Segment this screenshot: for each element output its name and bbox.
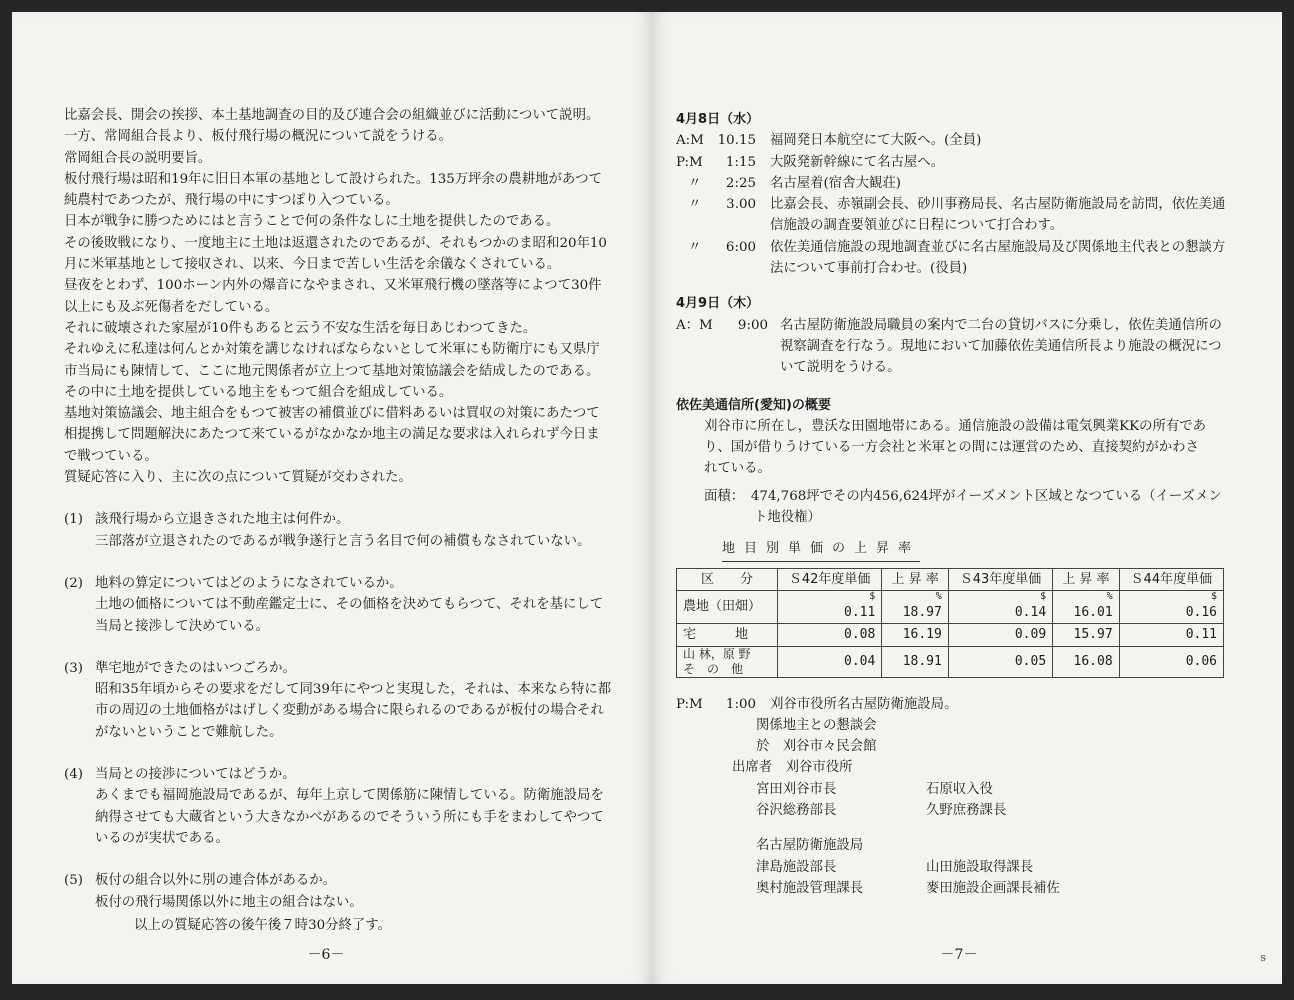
table-header: 区 分 xyxy=(677,568,778,590)
text-line: その後敗戦になり、一度地主に土地は返還されたのであるが、それもつかのま昭和20年10 xyxy=(64,235,607,251)
table-header: 上 昇 率 xyxy=(1053,568,1120,590)
schedule-text: 刈谷市役所名古屋防衛施設局。 xyxy=(770,696,958,712)
qa-item-4 xyxy=(64,764,636,849)
table-cell: 0.04 xyxy=(778,646,882,677)
schedule-ampm: A:M xyxy=(676,133,704,149)
schedule-text: 福岡発日本航空にて大阪へ。(全員) xyxy=(770,133,982,149)
schedule-row xyxy=(676,152,1266,173)
overview-line: れている。 xyxy=(704,461,771,477)
corner-mark: s xyxy=(1260,951,1266,964)
closing-line: 以上の質疑応答の後午後７時30分終了す。 xyxy=(134,917,391,933)
schedule-time: 1:00 xyxy=(725,696,756,712)
schedule-ampm: 〃 xyxy=(688,197,702,213)
table-cell: 0.06 xyxy=(1119,646,1223,677)
qa-answer-line: いるのが実状である。 xyxy=(95,830,229,846)
text-line: 相提携して問題解決にあたつて来ているがなかなか地主の満足な要求は入れられず今日ま xyxy=(64,427,600,443)
schedule-row xyxy=(676,173,1266,194)
schedule-time: 9:00 xyxy=(737,317,768,333)
dollar-unit: $ xyxy=(869,590,876,602)
attendee-org: 刈谷市役所 xyxy=(785,760,853,776)
page-number: －6－ xyxy=(307,947,345,963)
text-line: 常岡組合長の説明要旨。 xyxy=(64,150,212,166)
attendee: 久野庶務課長 xyxy=(926,803,1007,819)
schedule-ampm: 〃 xyxy=(688,175,702,191)
schedule-row xyxy=(676,130,1266,151)
table-cell: 山 林，原 野 そ の 他 xyxy=(677,646,778,677)
table-cell: 0.09 xyxy=(948,624,1052,646)
schedule-time: 2:25 xyxy=(725,175,756,191)
text-line: 市当局にも陳情して、ここに地元関係者が立上つて基地対策協議会を結成したのである。 xyxy=(64,363,600,379)
attendee: 麥田施設企画課長補佐 xyxy=(926,880,1060,896)
attendee-pair xyxy=(676,878,1266,899)
unit-price-table xyxy=(676,568,1224,678)
qa-answer-line: あくまでも福岡施設局であるが、毎年上京して関係筋に陳情している。防衛施設局を xyxy=(95,788,604,804)
qa-question: 板付の組合以外に別の連合体があるか。 xyxy=(95,873,337,889)
qa-answer-line: がないということで難航した。 xyxy=(95,724,283,740)
text-line: で戦つている。 xyxy=(64,448,158,464)
attendee-pair xyxy=(676,857,1266,878)
qa-answer-line: 納得させても大蔵省という大きなかべがあるのでそういう所にも手をまわしてやつて xyxy=(95,809,604,825)
qa-answer-line: 昭和35年頃からその要求をだして同39年にやつと実現した，それは、本来なら特に都 xyxy=(95,682,612,698)
schedule-continuation: いて説明をうける。 xyxy=(780,360,901,376)
attendee: 宮田刈谷市長 xyxy=(756,781,837,797)
cell-value: 18.97 xyxy=(902,604,942,620)
text-line: それゆえに私達は何んとか対策を講じなければならないとして米軍にも防衛庁にも又県庁 xyxy=(64,342,600,358)
qa-item-3 xyxy=(64,658,636,743)
table-cell: 0.05 xyxy=(948,646,1052,677)
qa-number: (3) xyxy=(64,660,83,676)
qa-answer-line: 土地の価格については不動産鑑定士に、その価格を決めてもらつて、それを基にして xyxy=(95,597,604,613)
dollar-unit: $ xyxy=(1210,590,1217,602)
area-line: ト地役権） xyxy=(754,510,821,526)
page-number: －7－ xyxy=(940,947,978,963)
table-cell xyxy=(778,590,882,623)
qa-answer-line: 板付の飛行場関係以外に地主の組合はない。 xyxy=(95,894,363,910)
attendee: 山田施設取得課長 xyxy=(926,859,1034,875)
qa-answer-line: 三部落が立退されたのであるが戦争遂行と言う名目で何の補償もなされていない。 xyxy=(95,533,591,549)
table-header: Ｓ43年度単価 xyxy=(948,568,1052,590)
text-line: 以上にも及ぶ死傷者をだしている。 xyxy=(64,299,279,315)
meeting-line: 関係地主との懇談会 xyxy=(756,717,877,733)
table-cell: 0.08 xyxy=(778,624,882,646)
schedule-ampm: P:M xyxy=(676,154,703,170)
qa-question: 準宅地ができたのはいつごろか。 xyxy=(95,660,296,676)
schedule-ampm: P:M xyxy=(676,696,703,712)
text-line: 質疑応答に入り、主に次の点について質疑が交わされた。 xyxy=(64,470,412,486)
meeting-line: 於 刈谷市々民会館 xyxy=(756,739,877,755)
table-row xyxy=(677,624,1224,646)
schedule-time: 1:15 xyxy=(725,154,756,170)
schedule-ampm: 〃 xyxy=(688,239,702,255)
dollar-unit: $ xyxy=(1040,590,1047,602)
schedule-text: 依佐美通信施設の現地調査並びに名古屋施設局及び関係地主代表との懇談方 xyxy=(770,239,1226,255)
text-line: 板付飛行場は昭和19年に旧日本軍の基地として設けられた。135万坪余の農耕地があつて xyxy=(64,171,603,187)
text-line: 日本が戦争に勝つためにはと言うことで何の条件なしに土地を提供したのである。 xyxy=(64,214,560,230)
attendee-pair xyxy=(676,779,1266,800)
schedule-row xyxy=(676,237,1266,258)
schedule-text: 名古屋着(宿舎大観荘) xyxy=(770,175,901,191)
schedule-date: 4月9日（木） xyxy=(676,296,760,312)
overview-line: 刈谷市に所在し，豊沃な田園地帯にある。通信施設の設備は電気興業KKの所有であ xyxy=(704,418,1207,434)
table-header: Ｓ42年度単価 xyxy=(778,568,882,590)
text-line: 純農村であつたが、飛行場の中にすつぽり入つている。 xyxy=(64,193,399,209)
qa-item-1 xyxy=(64,509,636,552)
schedule-text: 名古屋防衛施設局職員の案内で二台の貸切バスに分乗し，依佐美通信所の xyxy=(780,317,1222,333)
cell-value: 0.16 xyxy=(1185,604,1217,620)
table-cell xyxy=(1053,590,1120,623)
attendees-row xyxy=(676,757,1266,778)
table-title: 地目別単価の上昇率 xyxy=(722,538,920,561)
text-line: その中に土地を提供している地主をもつて組合を組成している。 xyxy=(64,384,453,400)
left-page xyxy=(12,12,652,984)
schedule-text: 比嘉会長、赤嶺副会長、砂川事務局長、名古屋防衛施設局を訪問，依佐美通 xyxy=(770,197,1226,213)
table-cell: 16.19 xyxy=(882,624,949,646)
qa-question: 該飛行場から立退きされた地主は何件か。 xyxy=(95,512,350,528)
schedule-continuation: 視察調査を行なう。現地において加藤依佐美通信所長より施設の概況につ xyxy=(780,338,1222,354)
percent-unit: % xyxy=(935,590,942,602)
schedule-row xyxy=(676,194,1266,215)
table-cell: 0.11 xyxy=(1119,624,1223,646)
attendee: 谷沢総務部長 xyxy=(756,803,837,819)
schedule-text: 大阪発新幹線にて名古屋へ。 xyxy=(770,154,945,170)
cell-value: 16.01 xyxy=(1073,604,1113,620)
cell-value: 0.14 xyxy=(1014,604,1047,620)
qa-item-2 xyxy=(64,573,636,637)
table-cell xyxy=(1119,590,1223,623)
table-cell: 15.97 xyxy=(1053,624,1120,646)
schedule-date: 4月8日（水） xyxy=(676,112,760,127)
table-cell: 農地（田畑） xyxy=(677,590,778,623)
table-header: Ｓ44年度単価 xyxy=(1119,568,1223,590)
attendee-pair xyxy=(676,800,1266,821)
right-page-body xyxy=(676,109,1266,899)
qa-number: (4) xyxy=(64,767,83,783)
cell-value: 0.11 xyxy=(844,604,876,620)
text-line: それに破壊された家屋が10件もあると云う不安な生活を毎日あじわつてきた。 xyxy=(64,320,537,336)
schedule-row xyxy=(676,694,1266,715)
table-cell xyxy=(882,590,949,623)
left-page-body xyxy=(64,105,636,936)
text-line: 昼夜をとわず、100ホーン内外の爆音になやまされ、又米軍飛行機の墜落等によつて30件 xyxy=(64,278,602,294)
attendee: 石原収入役 xyxy=(926,781,993,797)
table-header-row xyxy=(677,568,1224,590)
table-row xyxy=(677,590,1224,623)
percent-unit: % xyxy=(1106,590,1113,602)
qa-number: (5) xyxy=(64,873,83,889)
qa-number: (1) xyxy=(64,512,83,528)
qa-question: 地料の算定についてはどのようになされているか。 xyxy=(95,575,403,591)
meeting-section xyxy=(676,694,1266,900)
attendee: 津島施設部長 xyxy=(756,859,837,875)
schedule-time: 6:00 xyxy=(725,239,756,255)
qa-item-5 xyxy=(64,870,636,913)
schedule-ampm: A：M xyxy=(676,317,713,333)
attendee-org: 名古屋防衛施設局 xyxy=(756,838,864,854)
table-cell: 16.08 xyxy=(1053,646,1120,677)
table-cell: 宅 地 xyxy=(677,624,778,646)
overview-title: 依佐美通信所(愛知)の概要 xyxy=(676,397,831,413)
text-line: 一方、常岡組合長より、板付飛行場の概況について説をうける。 xyxy=(64,129,453,145)
text-line: 基地対策協議会、地主組合をもつて被害の補償並びに借料あるいは買収の対策にあたつて xyxy=(64,406,600,422)
area-line: 面積： 474,768坪でその内456,624坪がイーズメント区域となつている（イーズメン xyxy=(704,488,1222,504)
table-cell: 18.91 xyxy=(882,646,949,677)
schedule-time: 10.15 xyxy=(717,133,756,149)
qa-answer-line: 当局と接渉して決めている。 xyxy=(95,618,270,634)
table-row xyxy=(677,646,1224,677)
text-line: 月に米軍基地として接収され、以来、今日まで苦しい生活を余儀なくされている。 xyxy=(64,257,561,273)
attendees-label: 出席者 xyxy=(732,760,773,776)
qa-number: (2) xyxy=(64,575,83,591)
table-cell xyxy=(948,590,1052,623)
schedule-continuation: 信施設の調査要領並びに日程について打合わす。 xyxy=(770,218,1064,234)
table-header: 上 昇 率 xyxy=(882,568,949,590)
qa-question: 当局との接渉についてはどうか。 xyxy=(95,767,296,783)
text-line: 比嘉会長、開会の挨拶、本土基地調査の目的及び連合会の組織並びに活動について説明。 xyxy=(64,108,600,123)
schedule-continuation: 法について事前打合わせ。(役員) xyxy=(770,261,968,277)
schedule-row xyxy=(676,315,1266,336)
schedule-time: 3.00 xyxy=(726,197,756,213)
right-page xyxy=(652,12,1282,984)
attendee: 奥村施設管理課長 xyxy=(756,880,864,896)
overview-line: り、国が借りうけている一方会社と米軍との間には運営のため、直接契約がかわさ xyxy=(704,440,1199,456)
qa-answer-line: 市の周辺の土地価格がはげしく変動がある場合に限られるのであるが板付の場合それ xyxy=(95,703,604,719)
